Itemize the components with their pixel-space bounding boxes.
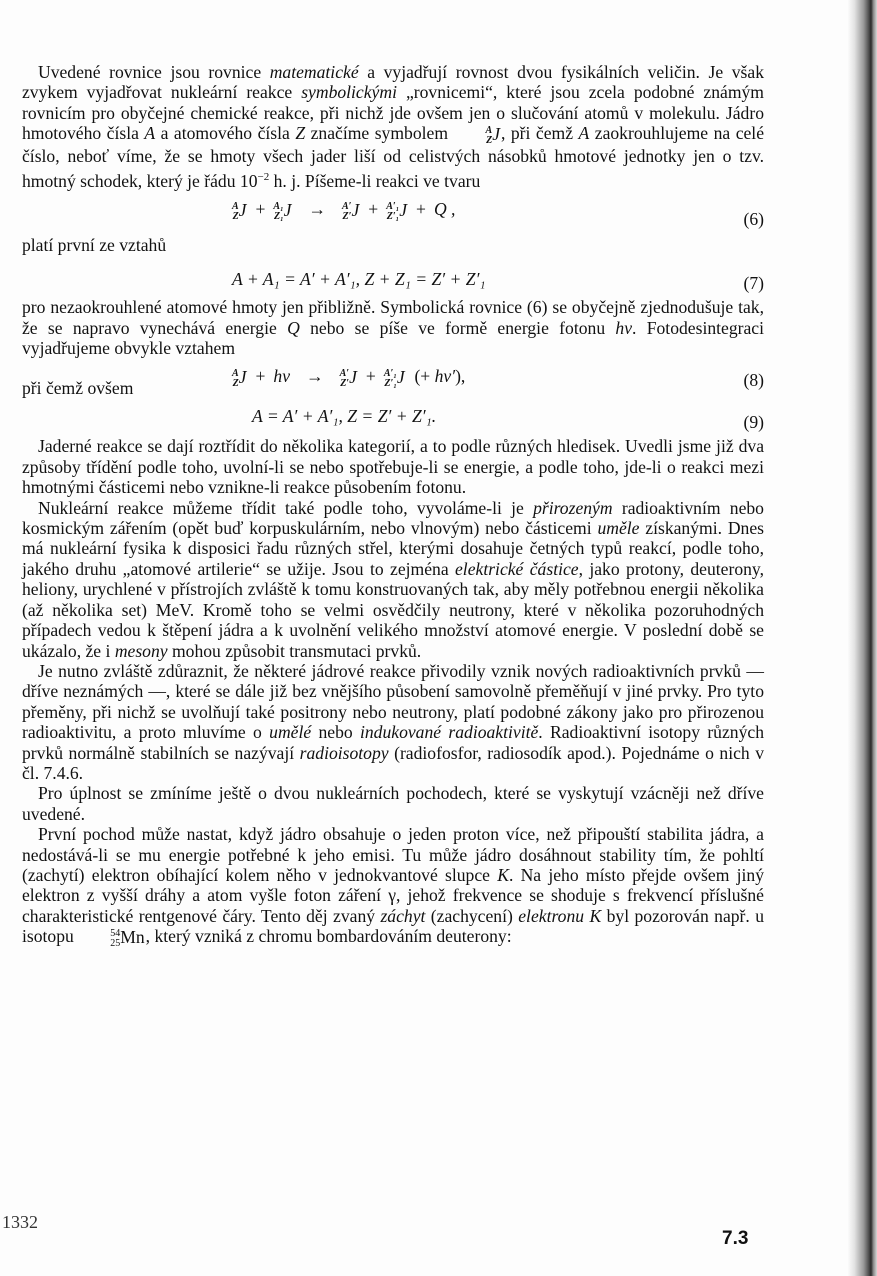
- equation-7-body: A + A₁ = A′ + A′₁, Z + Z₁ = Z′ + Z′₁: [232, 269, 486, 290]
- equation-number: (9): [743, 412, 764, 433]
- text-run: , jako protony, deuterony, heliony, urychlené v přístrojích zvláště k tomu konstruovaných tak, aby měly potřebnou energii několika (až několika set) MeV. Kromě toho se velmi osvědčily neutrony, které v několika pozoruhodných případech vedou k štěpení jádra a k uvolnění velikého množství atomové energie. V poslední době se ukázalo, že i: [22, 558, 764, 661]
- eq6-lead-text: platí první ze vztahů: [22, 234, 167, 255]
- equation-9: [22, 400, 764, 436]
- nuclide-mn54: 54 25 Mn: [110, 927, 145, 950]
- emphasis-matematicke: matematické: [269, 62, 359, 82]
- symbol-hv: hv: [615, 317, 633, 338]
- equation-8: [22, 358, 764, 400]
- paragraph-approximate-masses: [22, 297, 764, 358]
- emphasis-prirozenym: přirozeným: [533, 497, 613, 518]
- text-run: (radiofosfor, radiosodík apod.). Pojednáme o nich v čl. 7.4.6.: [22, 742, 764, 783]
- symbol-A: A: [578, 123, 590, 144]
- section-number: 7.3: [722, 1228, 749, 1249]
- text-run: získanými. Dnes má nukleární fysika k disposici řadu různých střel, kterými dosahuje četných typů reakcí, podle toho, jakého druhu „atomové artilerie“ se užije. Jsou to zejména: [22, 518, 764, 579]
- text-run: nebo se píše ve formě energie fotonu: [299, 317, 616, 338]
- text-run: nebo: [311, 722, 360, 743]
- equation-6-body: A Z J + A₁ Z₁ J → A′ Z′ J + A′₁ Z′₁ J + Q ,: [232, 198, 456, 222]
- text-run: . Radioaktivní isotopy různých prvků normálně stabilních se nazývají: [22, 722, 764, 763]
- paragraph-symbolic-equations: [22, 62, 764, 191]
- symbol-K: K: [497, 864, 509, 885]
- page-number: 1332: [2, 1212, 38, 1232]
- symbol-K: K: [589, 905, 602, 926]
- emphasis-zachyt: záchyt: [380, 905, 426, 926]
- text-run: Nukleární reakce můžeme třídit také podle toho, vyvoláme-li je: [38, 497, 534, 518]
- text-run: radioaktivním nebo kosmickým zářením (opět buď korpuskulárním, nebo vlnovým) nebo částicemi: [22, 497, 764, 539]
- exponent: −2: [257, 170, 270, 183]
- text-run: Je nutno zvláště zdůraznit, že některé jádrové reakce přivodily vznik nových radioaktivních prvků — dříve neznámých —, které se dále již bez vnějšího působení samovolně přeměňují v jiné prvky. Pro tyto přeměny, při nichž se uvolňují také positrony nebo neutrony, platí podobné zákony jako pro přirozenou radioaktivitu, a proto mluvíme o: [22, 660, 764, 743]
- emphasis-elektricke-castice: elektrické částice: [455, 558, 579, 579]
- emphasis-radioisotopy: radioisotopy: [299, 742, 389, 763]
- text-run: . Fotodesintegraci vyjadřujeme obvykle vztahem: [22, 317, 764, 359]
- emphasis-umele: umělé: [269, 722, 312, 743]
- nuclide-symbol: A Z J: [485, 124, 500, 147]
- text-run: a atomového čísla: [155, 123, 296, 144]
- text-run: , při čemž: [501, 123, 579, 144]
- equation-7: [22, 255, 764, 297]
- text-run: h. j. Píšeme-li reakci ve tvaru: [269, 170, 481, 191]
- equation-number: (7): [743, 273, 764, 294]
- emphasis-indukovane-radioaktivite: indukované radioaktivitě: [359, 722, 539, 743]
- emphasis-mesony: mesony: [114, 640, 168, 661]
- page-body: [22, 62, 764, 949]
- equation-6: [22, 191, 764, 235]
- paragraph-rare-processes: Pro úplnost se zmíníme ještě o dvou nukleárních pochodech, které se vyskytují vzácněji než dříve uvedené.: [22, 783, 764, 824]
- text-run: Uvedené rovnice jsou rovnice: [38, 62, 270, 82]
- equation-number: (8): [743, 370, 764, 391]
- text-run: značíme symbolem: [305, 123, 454, 144]
- paragraph-artificial-radioactivity: [22, 661, 764, 783]
- text-run: „rovnicemi“, které jsou zcela podobné známým rovnicím pro obyčejné chemické reakce, při nichž jde ovšem jen o slučování atomů v molekulu. Jádro hmotového čísla: [22, 82, 764, 144]
- emphasis-umele: uměle: [597, 518, 640, 539]
- page-binding-shadow: [847, 0, 877, 1276]
- text-run: První pochod může nastat, když jádro obsahuje o jeden proton více, než připouští stabilita jádra, a nedostává-li se mu energie potřebné k jeho emisi. Tu může jádro dosáhnout stability tím, že pohltí (zachytí) elektron obíhající kolem něho v jednokvantové slupce: [22, 824, 764, 885]
- emphasis-elektronu: elektronu: [518, 905, 585, 926]
- text-run: , který vzniká z chromu bombardováním deuterony:: [145, 926, 512, 947]
- eq8-lead-text: při čemž ovšem: [22, 378, 134, 399]
- symbol-Q: Q: [287, 317, 300, 338]
- equation-9-body: A = A′ + A′₁, Z = Z′ + Z′₁.: [252, 406, 437, 427]
- text-run: pro nezaokrouhlené atomové hmoty jen přibližně. Symbolická rovnice (6) se obyčejně zjednodušuje tak, že se napravo vynechává energie: [22, 297, 764, 338]
- emphasis-symbolickymi: symbolickými: [301, 82, 397, 103]
- symbol-A: A: [144, 123, 156, 144]
- symbol-Z: Z: [295, 123, 306, 144]
- paragraph-electron-capture: [22, 824, 764, 949]
- text-run: mohou způsobit transmutaci prvků.: [167, 640, 422, 661]
- text-run: . Na jeho místo přejde ovšem jiný elektron z vyšší dráhy a atom vyšle foton záření γ, jehož frekvence se shoduje s frekvencí příslušné charakteristické rentgenové čáry. Tento děj zvaný: [22, 864, 765, 926]
- paragraph-reaction-sources: [22, 498, 764, 661]
- text-run: byl pozorován např. u isotopu: [22, 905, 764, 947]
- text-run: (zachycení): [425, 905, 519, 926]
- equation-number: (6): [743, 208, 764, 229]
- equation-8-body: A Z J + hv → A′ Z′ J + A′₁ Z′₁ J (+ hv′),: [232, 366, 466, 390]
- text-run: a vyjadřují rovnost dvou fysikálních veličin. Je však zvykem vyjadřovat nukleární reakce: [22, 62, 764, 103]
- paragraph-reaction-categories: Jaderné reakce se dají roztřídit do několika kategorií, a to podle různých hledisek. Uvedli jsme již dva způsoby třídění podle toho, uvolní-li se nebo spotřebuje-li se energie, a podle toho, jde-li o reakci mezi hmotnými částicemi nebo vznikne-li reakce působením fotonu.: [22, 436, 764, 498]
- text-run: zaokrouhlujeme na celé číslo, neboť víme, že se hmoty všech jader liší od celistvých násobků hmotové jednotky jen o tzv. hmotný schodek, který je řádu 10: [22, 123, 765, 191]
